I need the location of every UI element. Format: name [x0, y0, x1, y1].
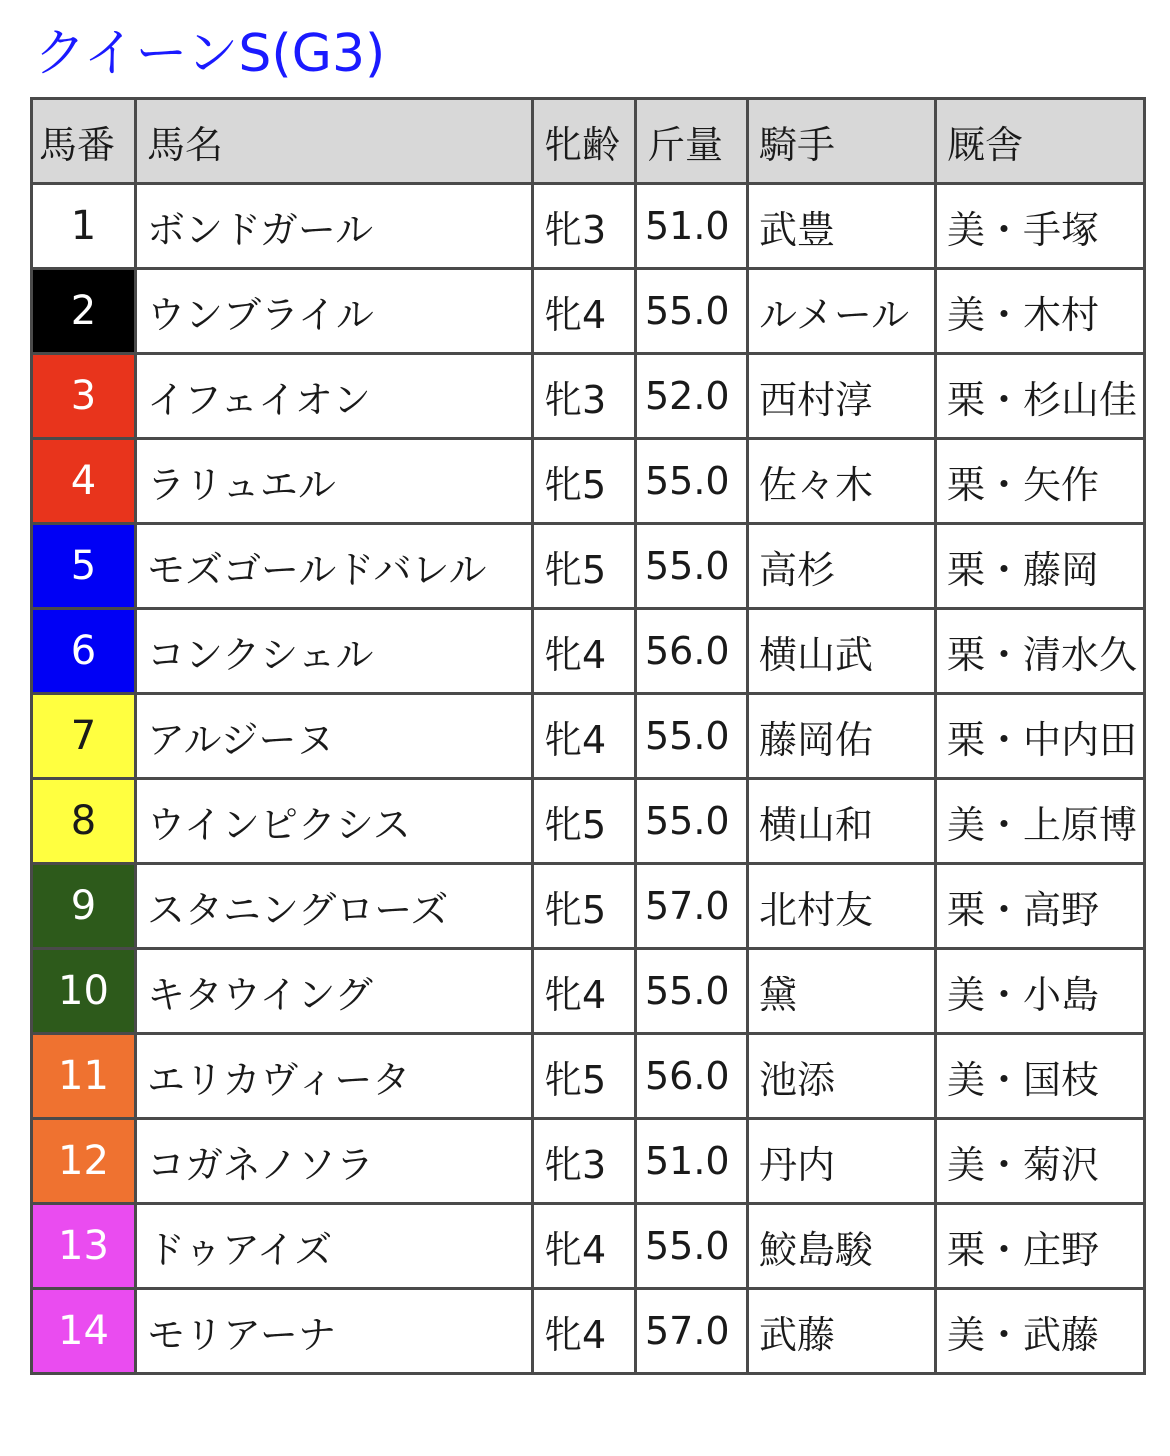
sex-age-cell: 牝5	[533, 524, 636, 609]
weight-cell: 55.0	[636, 1204, 748, 1289]
sex-age-cell: 牝3	[533, 1119, 636, 1204]
sex-age-cell: 牝5	[533, 1034, 636, 1119]
table-row	[32, 184, 1145, 269]
table-row	[32, 1289, 1145, 1374]
weight-cell: 55.0	[636, 524, 748, 609]
stable-cell: 美・上原博	[936, 779, 1145, 864]
table-row	[32, 1119, 1145, 1204]
weight-cell: 55.0	[636, 949, 748, 1034]
horse-name-cell: モリアーナ	[136, 1289, 533, 1374]
weight-cell: 52.0	[636, 354, 748, 439]
weight-cell: 57.0	[636, 1289, 748, 1374]
table-row	[32, 1034, 1145, 1119]
horse-name-cell: イフェイオン	[136, 354, 533, 439]
jockey-cell: 佐々木	[748, 439, 936, 524]
jockey-cell: 鮫島駿	[748, 1204, 936, 1289]
horse-number-cell: 13	[32, 1204, 136, 1289]
horse-number-cell: 6	[32, 609, 136, 694]
horse-number-cell: 5	[32, 524, 136, 609]
jockey-cell: 西村淳	[748, 354, 936, 439]
horse-name-cell: スタニングローズ	[136, 864, 533, 949]
horse-number-cell: 10	[32, 949, 136, 1034]
header-sex-age: 牝齢	[533, 99, 636, 184]
header-jockey: 騎手	[748, 99, 936, 184]
table-row	[32, 694, 1145, 779]
table-row	[32, 779, 1145, 864]
stable-cell: 美・武藤	[936, 1289, 1145, 1374]
jockey-cell: 丹内	[748, 1119, 936, 1204]
jockey-cell: 武藤	[748, 1289, 936, 1374]
weight-cell: 51.0	[636, 1119, 748, 1204]
horse-name-cell: モズゴールドバレル	[136, 524, 533, 609]
jockey-cell: 池添	[748, 1034, 936, 1119]
jockey-cell: 横山和	[748, 779, 936, 864]
stable-cell: 栗・庄野	[936, 1204, 1145, 1289]
horse-name-cell: キタウイング	[136, 949, 533, 1034]
jockey-cell: 藤岡佑	[748, 694, 936, 779]
jockey-cell: 黛	[748, 949, 936, 1034]
stable-cell: 美・菊沢	[936, 1119, 1145, 1204]
stable-cell: 栗・清水久	[936, 609, 1145, 694]
stable-cell: 栗・杉山佳	[936, 354, 1145, 439]
stable-cell: 栗・中内田	[936, 694, 1145, 779]
weight-cell: 56.0	[636, 609, 748, 694]
table-row	[32, 949, 1145, 1034]
page-title: クイーンS(G3)	[34, 24, 386, 84]
horse-name-cell: ドゥアイズ	[136, 1204, 533, 1289]
table-row	[32, 864, 1145, 949]
sex-age-cell: 牝4	[533, 1204, 636, 1289]
weight-cell: 55.0	[636, 779, 748, 864]
stable-cell: 美・小島	[936, 949, 1145, 1034]
header-number: 馬番	[32, 99, 136, 184]
horse-number-cell: 8	[32, 779, 136, 864]
horse-number-cell: 1	[32, 184, 136, 269]
weight-cell: 57.0	[636, 864, 748, 949]
weight-cell: 56.0	[636, 1034, 748, 1119]
stable-cell: 栗・矢作	[936, 439, 1145, 524]
sex-age-cell: 牝3	[533, 184, 636, 269]
horse-number-cell: 4	[32, 439, 136, 524]
sex-age-cell: 牝5	[533, 439, 636, 524]
sex-age-cell: 牝4	[533, 269, 636, 354]
stable-cell: 栗・高野	[936, 864, 1145, 949]
table-row	[32, 354, 1145, 439]
horse-name-cell: ウンブライル	[136, 269, 533, 354]
weight-cell: 55.0	[636, 694, 748, 779]
header-weight: 斤量	[636, 99, 748, 184]
horse-name-cell: アルジーヌ	[136, 694, 533, 779]
horse-name-cell: コンクシェル	[136, 609, 533, 694]
table-row	[32, 269, 1145, 354]
jockey-cell: 北村友	[748, 864, 936, 949]
table-row	[32, 1204, 1145, 1289]
horse-name-cell: ウインピクシス	[136, 779, 533, 864]
jockey-cell: 武豊	[748, 184, 936, 269]
jockey-cell: 高杉	[748, 524, 936, 609]
horse-number-cell: 9	[32, 864, 136, 949]
horse-name-cell: エリカヴィータ	[136, 1034, 533, 1119]
horse-name-cell: ボンドガール	[136, 184, 533, 269]
weight-cell: 51.0	[636, 184, 748, 269]
sex-age-cell: 牝5	[533, 864, 636, 949]
horse-number-cell: 3	[32, 354, 136, 439]
weight-cell: 55.0	[636, 439, 748, 524]
table-row	[32, 439, 1145, 524]
sex-age-cell: 牝4	[533, 1289, 636, 1374]
entries-table	[30, 97, 1146, 1375]
horse-name-cell: ラリュエル	[136, 439, 533, 524]
horse-number-cell: 12	[32, 1119, 136, 1204]
stable-cell: 美・手塚	[936, 184, 1145, 269]
sex-age-cell: 牝5	[533, 779, 636, 864]
header-horse: 馬名	[136, 99, 533, 184]
weight-cell: 55.0	[636, 269, 748, 354]
sex-age-cell: 牝4	[533, 694, 636, 779]
horse-name-cell: コガネノソラ	[136, 1119, 533, 1204]
stable-cell: 美・国枝	[936, 1034, 1145, 1119]
horse-number-cell: 2	[32, 269, 136, 354]
header-stable: 厩舎	[936, 99, 1145, 184]
stable-cell: 栗・藤岡	[936, 524, 1145, 609]
horse-number-cell: 14	[32, 1289, 136, 1374]
horse-number-cell: 7	[32, 694, 136, 779]
jockey-cell: ルメール	[748, 269, 936, 354]
table-row	[32, 609, 1145, 694]
table-row	[32, 524, 1145, 609]
horse-number-cell: 11	[32, 1034, 136, 1119]
sex-age-cell: 牝3	[533, 354, 636, 439]
jockey-cell: 横山武	[748, 609, 936, 694]
stable-cell: 美・木村	[936, 269, 1145, 354]
sex-age-cell: 牝4	[533, 609, 636, 694]
sex-age-cell: 牝4	[533, 949, 636, 1034]
header-row	[32, 99, 1145, 184]
